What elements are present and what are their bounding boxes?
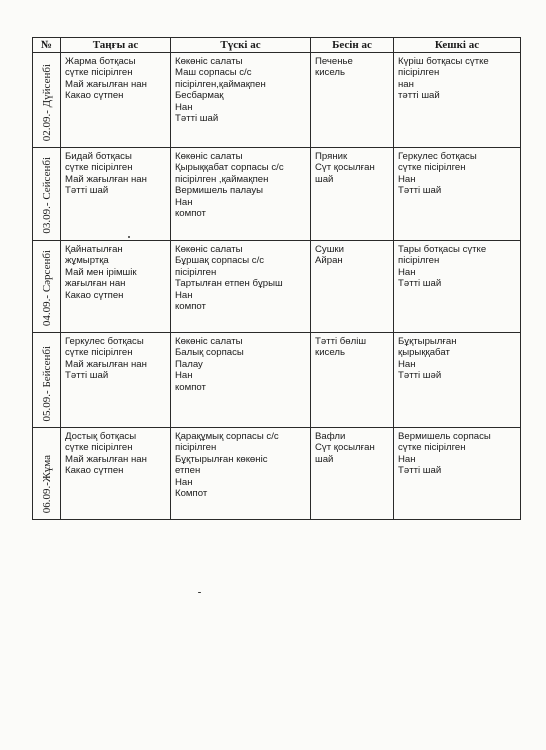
menu-item: Геркулес ботқасы bbox=[65, 336, 144, 347]
menu-item: сүтке пісірілген bbox=[398, 162, 466, 174]
breakfast-cell bbox=[61, 241, 171, 333]
lunch-cell bbox=[171, 241, 311, 333]
menu-item: пісірілген bbox=[175, 442, 217, 454]
header-row bbox=[33, 38, 521, 53]
menu-item: Тәтті шай bbox=[398, 278, 442, 290]
breakfast-cell bbox=[61, 428, 171, 520]
breakfast-items bbox=[61, 148, 170, 197]
menu-item: Компот bbox=[175, 488, 208, 500]
dinner-items bbox=[394, 333, 520, 382]
menu-item: Бидай ботқасы bbox=[65, 151, 132, 162]
menu-item: Какао сүтпен bbox=[65, 90, 124, 102]
menu-item: Балық сорпасы bbox=[175, 347, 244, 359]
header-lunch: Түскі ас bbox=[171, 38, 311, 53]
dinner-cell bbox=[394, 53, 521, 148]
menu-item: Вермишель палауы bbox=[175, 185, 264, 197]
menu-item: Қырыққабат сорпасы с/с bbox=[175, 162, 284, 174]
menu-item: Сүт қосылған bbox=[315, 442, 375, 454]
day-label: 05.09.- Бейсенбі bbox=[40, 345, 53, 421]
dinner-cell bbox=[394, 148, 521, 241]
breakfast-cell bbox=[61, 333, 171, 428]
day-label: 06.09.-Жұма bbox=[40, 454, 53, 513]
breakfast-items bbox=[61, 53, 170, 102]
menu-body bbox=[33, 53, 521, 520]
menu-item: компот bbox=[175, 301, 206, 313]
menu-item: Вафли bbox=[315, 431, 346, 442]
menu-item: Нан bbox=[398, 266, 416, 278]
menu-item: шай bbox=[315, 173, 334, 185]
menu-item: Бұқтырылған bbox=[398, 336, 457, 347]
menu-item: тәтті шай bbox=[398, 90, 440, 102]
menu-item: пісірілген ,қаймақпен bbox=[175, 173, 269, 185]
menu-item: Күріш ботқасы сүтке bbox=[398, 56, 489, 67]
weekly-menu-table bbox=[32, 37, 521, 520]
menu-item: Достық ботқасы bbox=[65, 431, 137, 442]
day-label: 03.09.- Сейсенбі bbox=[40, 157, 53, 234]
snack-items bbox=[311, 333, 393, 359]
menu-item: Көкөніс салаты bbox=[175, 151, 243, 162]
lunch-cell bbox=[171, 53, 311, 148]
menu-item: Пряник bbox=[315, 151, 348, 162]
menu-item: пісірілген bbox=[175, 266, 217, 278]
menu-item: Сүт қосылған bbox=[315, 162, 375, 174]
table-row bbox=[33, 333, 521, 428]
menu-item: Тартылған етпен бұрыш bbox=[175, 278, 283, 290]
menu-item: Вермишель сорпасы bbox=[398, 431, 491, 442]
menu-item: Нан bbox=[175, 476, 193, 488]
menu-item: Жарма ботқасы bbox=[65, 56, 136, 67]
table-row bbox=[33, 428, 521, 520]
day-label: 02.09.- Дүйсенбі bbox=[40, 63, 53, 141]
lunch-items bbox=[171, 241, 310, 312]
menu-item: нан bbox=[398, 78, 414, 90]
menu-item: жұмыртқа bbox=[65, 255, 109, 267]
breakfast-items bbox=[61, 333, 170, 382]
dinner-items bbox=[394, 428, 520, 477]
menu-item: шай bbox=[315, 453, 334, 465]
snack-items bbox=[311, 428, 393, 465]
day-cell bbox=[33, 428, 61, 520]
day-cell bbox=[33, 53, 61, 148]
menu-item: Какао сүтпен bbox=[65, 289, 124, 301]
menu-item: Тәтті шай bbox=[65, 370, 109, 382]
header-breakfast: Таңғы ас bbox=[61, 38, 171, 53]
menu-item: сүтке пісірілген bbox=[65, 347, 133, 359]
menu-item: Май жағылған нан bbox=[65, 358, 147, 370]
menu-item: Нан bbox=[398, 173, 416, 185]
menu-item: Нан bbox=[398, 453, 416, 465]
day-cell bbox=[33, 148, 61, 241]
menu-item: компот bbox=[175, 208, 206, 220]
menu-item: Тәтті бөлiш bbox=[315, 336, 367, 347]
menu-item: сүтке пісірілген bbox=[398, 442, 466, 454]
menu-item: кисель bbox=[315, 347, 345, 359]
menu-item: Май жағылған нан bbox=[65, 453, 147, 465]
menu-item: Тәтті шай bbox=[65, 185, 109, 197]
menu-item: Нан bbox=[398, 358, 416, 370]
breakfast-items bbox=[61, 241, 170, 301]
dinner-items bbox=[394, 53, 520, 102]
menu-item: етпен bbox=[175, 465, 201, 477]
menu-item: Бұқтырылған көкөніс bbox=[175, 453, 268, 465]
menu-item: Айран bbox=[315, 255, 343, 267]
menu-item: жағылған нан bbox=[65, 278, 126, 290]
menu-item: пісірілген bbox=[398, 67, 440, 79]
dinner-items bbox=[394, 241, 520, 290]
table-row bbox=[33, 148, 521, 241]
breakfast-cell bbox=[61, 148, 171, 241]
header-dinner: Кешкі ас bbox=[394, 38, 521, 53]
day-cell bbox=[33, 333, 61, 428]
menu-item: сүтке пісірілген bbox=[65, 442, 133, 454]
lunch-cell bbox=[171, 148, 311, 241]
lunch-cell bbox=[171, 333, 311, 428]
snack-cell bbox=[311, 241, 394, 333]
snack-cell bbox=[311, 428, 394, 520]
menu-item: Көкөніс салаты bbox=[175, 336, 243, 347]
lunch-items bbox=[171, 333, 310, 393]
menu-item: Май жағылған нан bbox=[65, 78, 147, 90]
menu-item: Нан bbox=[175, 196, 193, 208]
menu-item: Какао сүтпен bbox=[65, 465, 124, 477]
snack-cell bbox=[311, 333, 394, 428]
snack-cell bbox=[311, 53, 394, 148]
menu-item: Қайнатылған bbox=[65, 244, 123, 255]
menu-item: сүтке пісірілген bbox=[65, 162, 133, 174]
menu-item: Тары ботқасы сүтке bbox=[398, 244, 487, 255]
breakfast-items bbox=[61, 428, 170, 477]
snack-items bbox=[311, 53, 393, 79]
dinner-cell bbox=[394, 333, 521, 428]
menu-item: Сушки bbox=[315, 244, 344, 255]
scan-speck bbox=[198, 592, 201, 593]
breakfast-cell bbox=[61, 53, 171, 148]
menu-item: Нан bbox=[175, 289, 193, 301]
menu-item: Тәтті шай bbox=[398, 185, 442, 197]
menu-item: Май жағылған нан bbox=[65, 173, 147, 185]
dinner-items bbox=[394, 148, 520, 197]
header-number: № bbox=[33, 38, 61, 53]
menu-item: Палау bbox=[175, 358, 203, 370]
menu-item: Маш сорпасы с/с bbox=[175, 67, 252, 79]
day-label: 04.09.- Сәрсенбі bbox=[40, 249, 53, 326]
lunch-items bbox=[171, 53, 310, 124]
menu-item: компот bbox=[175, 381, 206, 393]
menu-item: пісірілген,қаймақпен bbox=[175, 78, 266, 90]
menu-item: сүтке пісірілген bbox=[65, 67, 133, 79]
menu-item: қырыққабат bbox=[398, 347, 450, 359]
day-cell bbox=[33, 241, 61, 333]
snack-cell bbox=[311, 148, 394, 241]
snack-items bbox=[311, 241, 393, 267]
menu-item: Тәтті шай bbox=[398, 465, 442, 477]
menu-item: Геркулес ботқасы bbox=[398, 151, 477, 162]
menu-item: Нан bbox=[175, 370, 193, 382]
dinner-cell bbox=[394, 241, 521, 333]
menu-item: Көкөніс салаты bbox=[175, 56, 243, 67]
menu-item: Май мен ірімшік bbox=[65, 266, 137, 278]
table-row bbox=[33, 241, 521, 333]
scan-speck bbox=[128, 236, 130, 238]
lunch-items bbox=[171, 148, 310, 219]
menu-item: Бұршақ сорпасы с/с bbox=[175, 255, 265, 267]
lunch-items bbox=[171, 428, 310, 499]
dinner-cell bbox=[394, 428, 521, 520]
header-snack: Бесін ас bbox=[311, 38, 394, 53]
menu-item: кисель bbox=[315, 67, 345, 79]
menu-item: Нан bbox=[175, 101, 193, 113]
lunch-cell bbox=[171, 428, 311, 520]
menu-item: Тәтті шәй bbox=[398, 370, 442, 382]
snack-items bbox=[311, 148, 393, 185]
menu-item: Көкөніс салаты bbox=[175, 244, 243, 255]
menu-item: Бесбармақ bbox=[175, 90, 224, 102]
menu-item: Тәтті шай bbox=[175, 113, 219, 125]
menu-item: Печенье bbox=[315, 56, 353, 67]
menu-item: Қарақұмық сорпасы с/с bbox=[175, 431, 279, 442]
table-row bbox=[33, 53, 521, 148]
menu-item: пісірілген bbox=[398, 255, 440, 267]
